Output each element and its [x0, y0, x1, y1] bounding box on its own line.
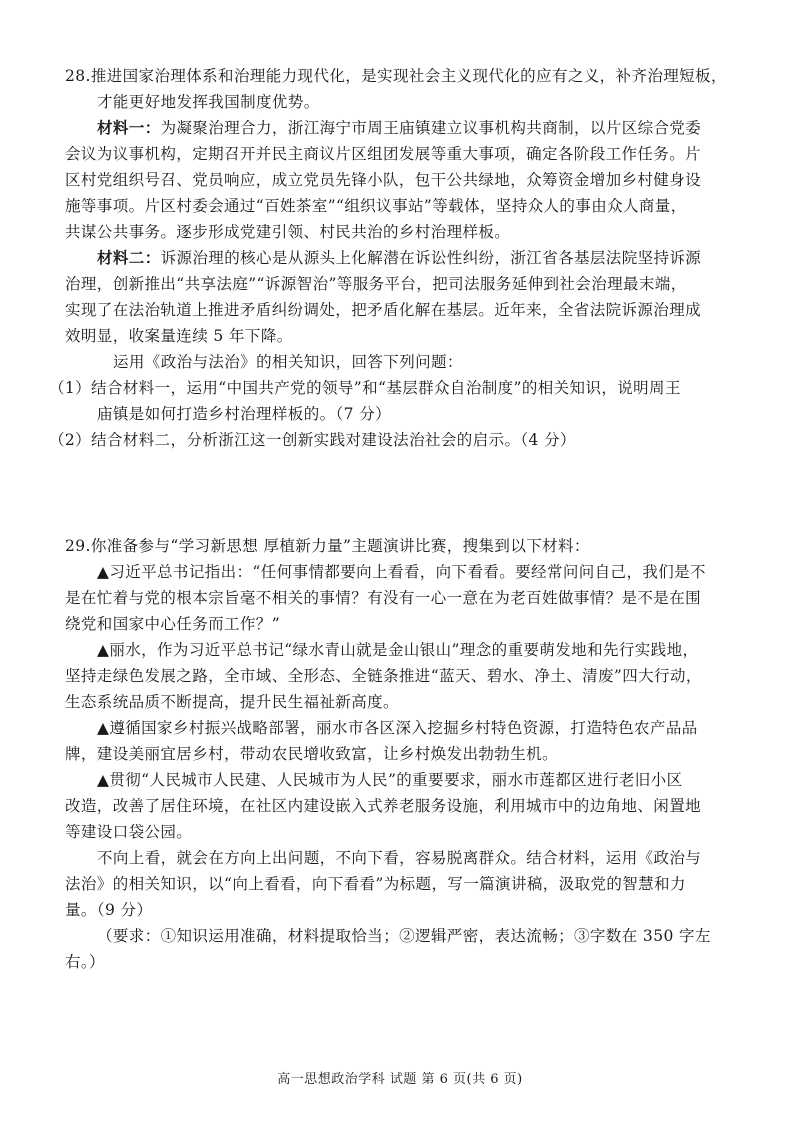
material-2-line: 效明显，收案量连续 5 年下降。 [65, 327, 293, 345]
material-1-text: 为凝聚治理合力，浙江海宁市周王庙镇建立议事机构共商制，以片区综合党委 [160, 119, 702, 137]
page-footer: 高一思想政治学科 试题 第 6 页(共 6 页) [277, 1072, 523, 1087]
sub-question-2: （2）结合材料二，分析浙江这一创新实践对建设法治社会的启示。（4 分） [49, 431, 576, 449]
q29-material-2-line: 坚持走绿色发展之路，全市域、全形态、全链条推进“蓝天、碧水、净土、清废”四大行动， [65, 667, 702, 685]
q29-material-3: ▲遵循国家乡村振兴战略部署，丽水市各区深入挖掘乡村特色资源，打造特色农产品品 [97, 719, 698, 737]
material-1-line: 施等事项。片区村委会通过“百姓茶室”“组织议事站”等载体，坚持众人的事由众人商量， [65, 197, 687, 215]
material-2-line: 实现了在法治轨道上推进矛盾纠纷调处，把矛盾化解在基层。近年来，全省法院诉源治理成 [65, 301, 702, 319]
q29-material-1: ▲习近平总书记指出：“任何事情都要向上看看，向下看看。要经常问问自己，我们是不 [97, 563, 706, 581]
q29-task-line: 法治》的相关知识，以“向上看看，向下看看”为标题，写一篇演讲稿，汲取党的智慧和力 [65, 875, 686, 893]
material-1-line: 会议为议事机构，定期召开并民主商议片区组团发展等重大事项，确定各阶段工作任务。片 [65, 145, 702, 163]
question-28 [49, 63, 745, 453]
sub-question-1: （1）结合材料一，运用“中国共产党的领导”和“基层群众自治制度”的相关知识，说明周王 [49, 379, 681, 397]
q29-task: 不向上看，就会在方向上出问题，不向下看，容易脱离群众。结合材料，运用《政治与 [97, 849, 702, 867]
q29-task-line: 量。（9 分） [65, 901, 153, 919]
material-1-line: 区村党组织号召、党员响应，成立党员先锋小队，包干公共绿地，众筹资金增加乡村健身设 [65, 171, 702, 189]
q29-material-4-line: 改造，改善了居住环境，在社区内建设嵌入式养老服务设施，利用城市中的边角地、闲置地 [65, 797, 702, 815]
material-1-line: 共谋公共事务。逐步形成党建引领、村民共治的乡村治理样板。 [65, 223, 511, 241]
q29-material-2: ▲丽水，作为习近平总书记“绿水青山就是金山银山”理念的重要萌发地和先行实践地， [97, 641, 699, 659]
sub-question-1-cont: 庙镇是如何打造乡村治理样板的。（7 分） [97, 405, 392, 423]
material-2-first-line [65, 245, 745, 271]
material-2-label: 材料二： [97, 248, 161, 267]
material-1-first-line [65, 115, 745, 141]
question-29 [65, 533, 745, 975]
q29-material-2-line: 生态系统品质不断提高，提升民生福祉新高度。 [65, 693, 399, 711]
material-2-text: 诉源治理的核心是从源头上化解潜在诉讼性纠纷，浙江省各基层法院坚持诉源 [160, 249, 702, 267]
q28-stem-line-2: 才能更好地发挥我国制度优势。 [97, 93, 320, 111]
material-2-line: 治理，创新推出“共享法庭”“诉源智治”等服务平台，把司法服务延伸到社会治理最末端， [65, 275, 687, 293]
material-1-label: 材料一： [97, 118, 161, 137]
q29-intro: 29.你准备参与“学习新思想 厚植新力量”主题演讲比赛，搜集到以下材料： [65, 537, 590, 555]
q29-requirements-cont: 右。） [65, 953, 105, 971]
q28-stem-line-1: 28.推进国家治理体系和治理能力现代化，是实现社会主义现代化的应有之义，补齐治理短板， [65, 67, 727, 85]
q29-material-4-line: 等建设口袋公园。 [65, 823, 193, 841]
q29-material-1-line: 绕党和国家中心任务而工作？” [65, 615, 281, 633]
q29-requirements: （要求：①知识运用准确，材料提取恰当；②逻辑严密，表达流畅；③字数在 350 字左 [97, 927, 711, 945]
q29-material-3-line: 牌，建设美丽宜居乡村，带动农民增收致富，让乡村焕发出勃勃生机。 [65, 745, 558, 763]
q29-material-4: ▲贯彻“人民城市人民建、人民城市为人民”的重要要求，丽水市莲都区进行老旧小区 [97, 771, 683, 789]
q29-material-1-line: 是在忙着与党的根本宗旨毫不相关的事情？有没有一心一意在为老百姓做事情？是不是在围 [65, 589, 702, 607]
q28-prompt: 运用《政治与法治》的相关知识，回答下列问题： [113, 353, 463, 371]
